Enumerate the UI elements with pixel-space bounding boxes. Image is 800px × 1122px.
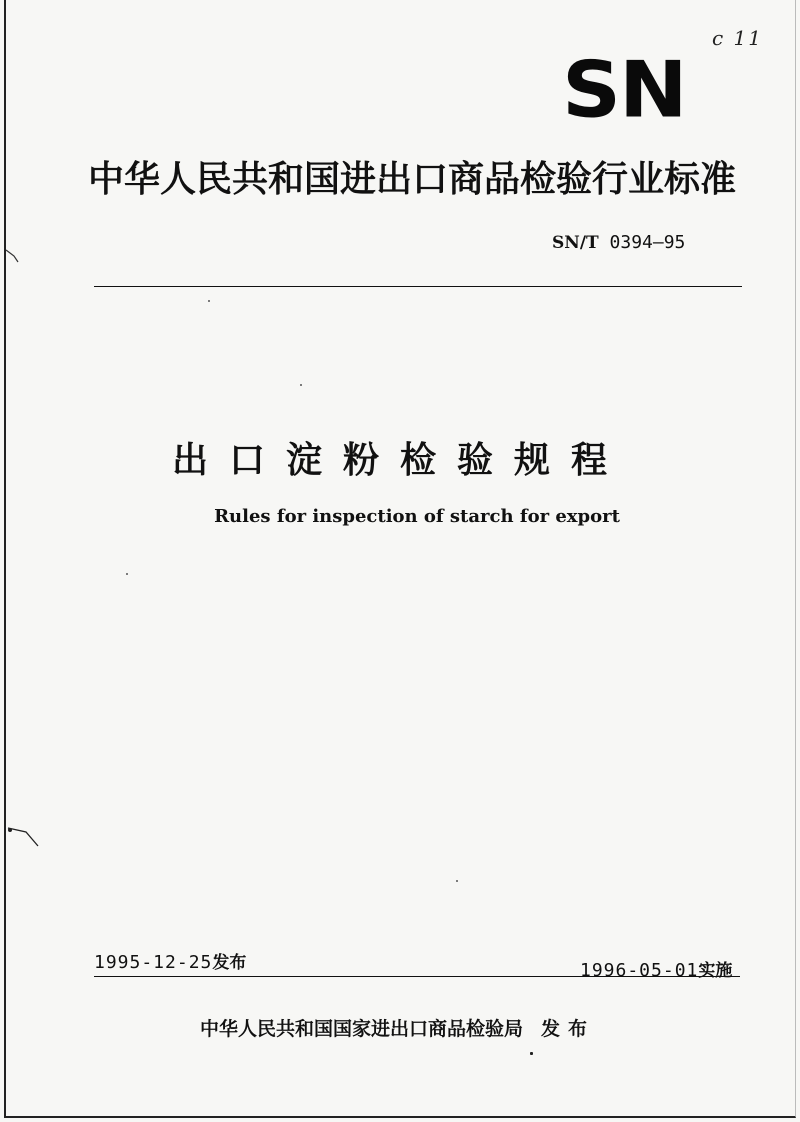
sn-logo: SN bbox=[562, 45, 686, 136]
standard-code-prefix: SN/T bbox=[552, 233, 599, 253]
scan-mark-icon bbox=[4, 244, 40, 274]
scan-speck bbox=[208, 300, 210, 302]
scan-mark-icon bbox=[4, 820, 40, 850]
publisher-name: 中华人民共和国国家进出口商品检验局 bbox=[200, 1018, 524, 1040]
document-title-english: Rules for inspection of starch for export bbox=[214, 506, 620, 527]
top-divider bbox=[94, 286, 742, 287]
issue-date bbox=[94, 948, 246, 973]
effective-date-value: 1996-05-01 bbox=[580, 960, 699, 981]
standard-code-number: 0394—95 bbox=[609, 232, 686, 253]
effective-date-label: 实施 bbox=[698, 961, 733, 981]
handwritten-corner-note: c 11 bbox=[712, 26, 764, 50]
issue-date-label: 发布 bbox=[212, 953, 247, 973]
standard-code bbox=[552, 232, 685, 253]
scan-speck bbox=[300, 384, 302, 386]
scan-speck bbox=[530, 1052, 533, 1055]
publisher-action: 发布 bbox=[541, 1018, 596, 1040]
scan-speck bbox=[126, 573, 128, 575]
effective-date bbox=[580, 956, 732, 981]
issue-date-value: 1995-12-25 bbox=[94, 952, 213, 973]
document-title-chinese: 出口淀粉检验规程 bbox=[171, 440, 628, 481]
publisher-line bbox=[200, 1014, 640, 1041]
scan-speck bbox=[456, 880, 458, 882]
bottom-divider bbox=[94, 976, 740, 977]
standard-category-title: 中华人民共和国进出口商品检验行业标准 bbox=[88, 159, 737, 200]
